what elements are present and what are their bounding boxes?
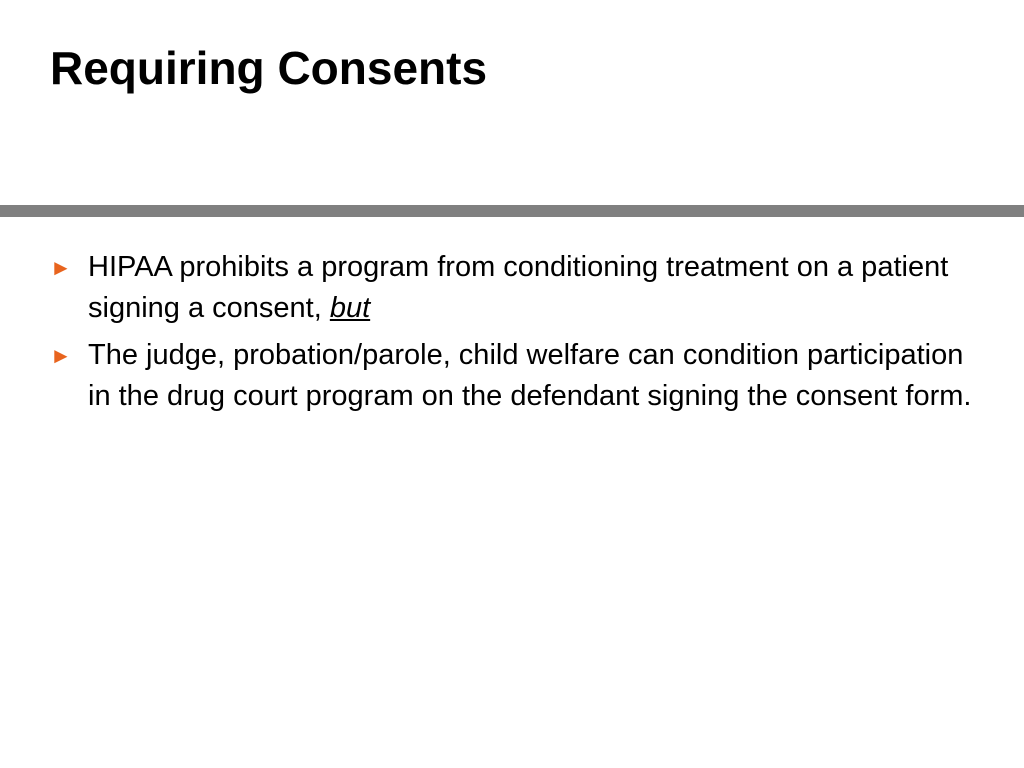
title-divider	[0, 205, 1024, 217]
bullet-text: HIPAA prohibits a program from conditioning treatment on a patient signing a consent,	[88, 251, 949, 324]
bullet-item-judge	[50, 335, 990, 417]
bullet-text: The judge, probation/parole, child welfare can condition participation in the drug court program on the defendant signing the consent form.	[88, 339, 972, 412]
bullet-item-hipaa	[50, 247, 990, 329]
triangle-right-icon: ►	[50, 255, 72, 280]
bullet-list	[50, 247, 990, 423]
slide-title: Requiring Consents	[50, 42, 488, 94]
bullet-emphasis: but	[329, 292, 371, 324]
triangle-right-icon: ►	[50, 343, 72, 368]
